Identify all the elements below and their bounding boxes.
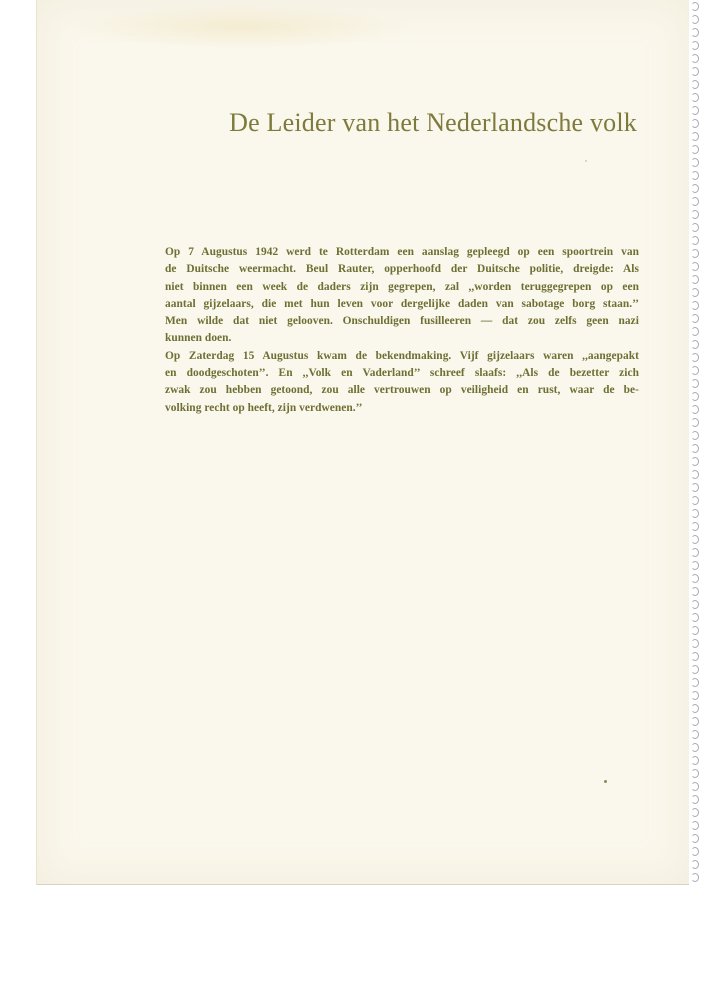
spiral-ring bbox=[691, 756, 699, 765]
spiral-ring bbox=[691, 119, 699, 128]
spiral-ring bbox=[691, 574, 699, 583]
spiral-ring bbox=[691, 158, 699, 167]
spiral-ring bbox=[691, 587, 699, 596]
spiral-ring bbox=[691, 106, 699, 115]
spiral-ring bbox=[691, 80, 699, 89]
spiral-ring bbox=[691, 236, 699, 245]
ink-speck bbox=[585, 160, 587, 162]
text-line: kunnen doen. bbox=[165, 332, 232, 345]
spiral-ring bbox=[691, 639, 699, 648]
spiral-ring bbox=[691, 782, 699, 791]
spiral-ring bbox=[691, 561, 699, 570]
spiral-binding bbox=[688, 2, 702, 882]
spiral-ring bbox=[691, 652, 699, 661]
spiral-ring bbox=[691, 67, 699, 76]
text-line: niet binnen een week de daders zijn gegrepen, zal ,,worden teruggegrepen op een bbox=[165, 280, 639, 293]
spiral-ring bbox=[691, 327, 699, 336]
spiral-ring bbox=[691, 730, 699, 739]
spiral-ring bbox=[691, 314, 699, 323]
spiral-ring bbox=[691, 808, 699, 817]
body-paragraph bbox=[165, 244, 639, 417]
spiral-ring bbox=[691, 340, 699, 349]
spiral-ring bbox=[691, 145, 699, 154]
spiral-ring bbox=[691, 665, 699, 674]
page-title: De Leider van het Nederlandsche volk bbox=[229, 108, 637, 137]
text-line: Men wilde dat niet gelooven. Onschuldigen fusilleeren — dat zou zelfs geen nazi bbox=[165, 315, 639, 328]
spiral-ring bbox=[691, 613, 699, 622]
spiral-ring bbox=[691, 301, 699, 310]
spiral-ring bbox=[691, 197, 699, 206]
spiral-ring bbox=[691, 496, 699, 505]
spiral-ring bbox=[691, 93, 699, 102]
spiral-ring bbox=[691, 2, 699, 11]
text-line: zwak zou hebben getoond, zou alle vertrouwen op veiligheid en rust, waar de be- bbox=[165, 384, 639, 397]
spiral-ring bbox=[691, 288, 699, 297]
paper-stain bbox=[67, 4, 417, 49]
spiral-ring bbox=[691, 795, 699, 804]
spiral-ring bbox=[691, 873, 699, 882]
spiral-ring bbox=[691, 847, 699, 856]
spiral-ring bbox=[691, 262, 699, 271]
document-page bbox=[36, 0, 689, 885]
spiral-ring bbox=[691, 184, 699, 193]
spiral-ring bbox=[691, 509, 699, 518]
spiral-ring bbox=[691, 366, 699, 375]
text-line: aantal gijzelaars, die met hun leven voor dergelijke daden van sabotage borg staan.’’ bbox=[165, 297, 639, 310]
spiral-ring bbox=[691, 860, 699, 869]
spiral-ring bbox=[691, 457, 699, 466]
spiral-ring bbox=[691, 353, 699, 362]
spiral-ring bbox=[691, 275, 699, 284]
text-line: Op Zaterdag 15 Augustus kwam de bekendmaking. Vijf gijzelaars waren ,,aangepakt bbox=[165, 349, 639, 362]
spiral-ring bbox=[691, 769, 699, 778]
spiral-ring bbox=[691, 691, 699, 700]
spiral-ring bbox=[691, 54, 699, 63]
spiral-ring bbox=[691, 41, 699, 50]
spiral-ring bbox=[691, 379, 699, 388]
spiral-ring bbox=[691, 171, 699, 180]
spiral-ring bbox=[691, 132, 699, 141]
spiral-ring bbox=[691, 626, 699, 635]
spiral-ring bbox=[691, 431, 699, 440]
spiral-ring bbox=[691, 483, 699, 492]
spiral-ring bbox=[691, 405, 699, 414]
spiral-ring bbox=[691, 743, 699, 752]
spiral-ring bbox=[691, 535, 699, 544]
text-line: Op 7 Augustus 1942 werd te Rotterdam een aanslag gepleegd op een spoortrein van bbox=[165, 246, 639, 258]
spiral-ring bbox=[691, 834, 699, 843]
spiral-ring bbox=[691, 392, 699, 401]
spiral-ring bbox=[691, 28, 699, 37]
spiral-ring bbox=[691, 548, 699, 557]
spiral-ring bbox=[691, 717, 699, 726]
spiral-ring bbox=[691, 15, 699, 24]
spiral-ring bbox=[691, 821, 699, 830]
text-line: de Duitsche weermacht. Beul Rauter, opperhoofd der Duitsche politie, dreigde: Als bbox=[165, 263, 639, 276]
spiral-ring bbox=[691, 223, 699, 232]
spiral-ring bbox=[691, 522, 699, 531]
spiral-ring bbox=[691, 678, 699, 687]
spiral-ring bbox=[691, 418, 699, 427]
spiral-ring bbox=[691, 210, 699, 219]
spiral-ring bbox=[691, 249, 699, 258]
text-line: en doodgeschoten’’. En ,,Volk en Vaderland’’ schreef slaafs: ,,Als de bezetter zich bbox=[165, 367, 639, 380]
spiral-ring bbox=[691, 704, 699, 713]
spiral-ring bbox=[691, 470, 699, 479]
ink-speck bbox=[604, 780, 607, 783]
text-line: volking recht op heeft, zijn verdwenen.’’ bbox=[165, 401, 363, 414]
spiral-ring bbox=[691, 600, 699, 609]
spiral-ring bbox=[691, 444, 699, 453]
